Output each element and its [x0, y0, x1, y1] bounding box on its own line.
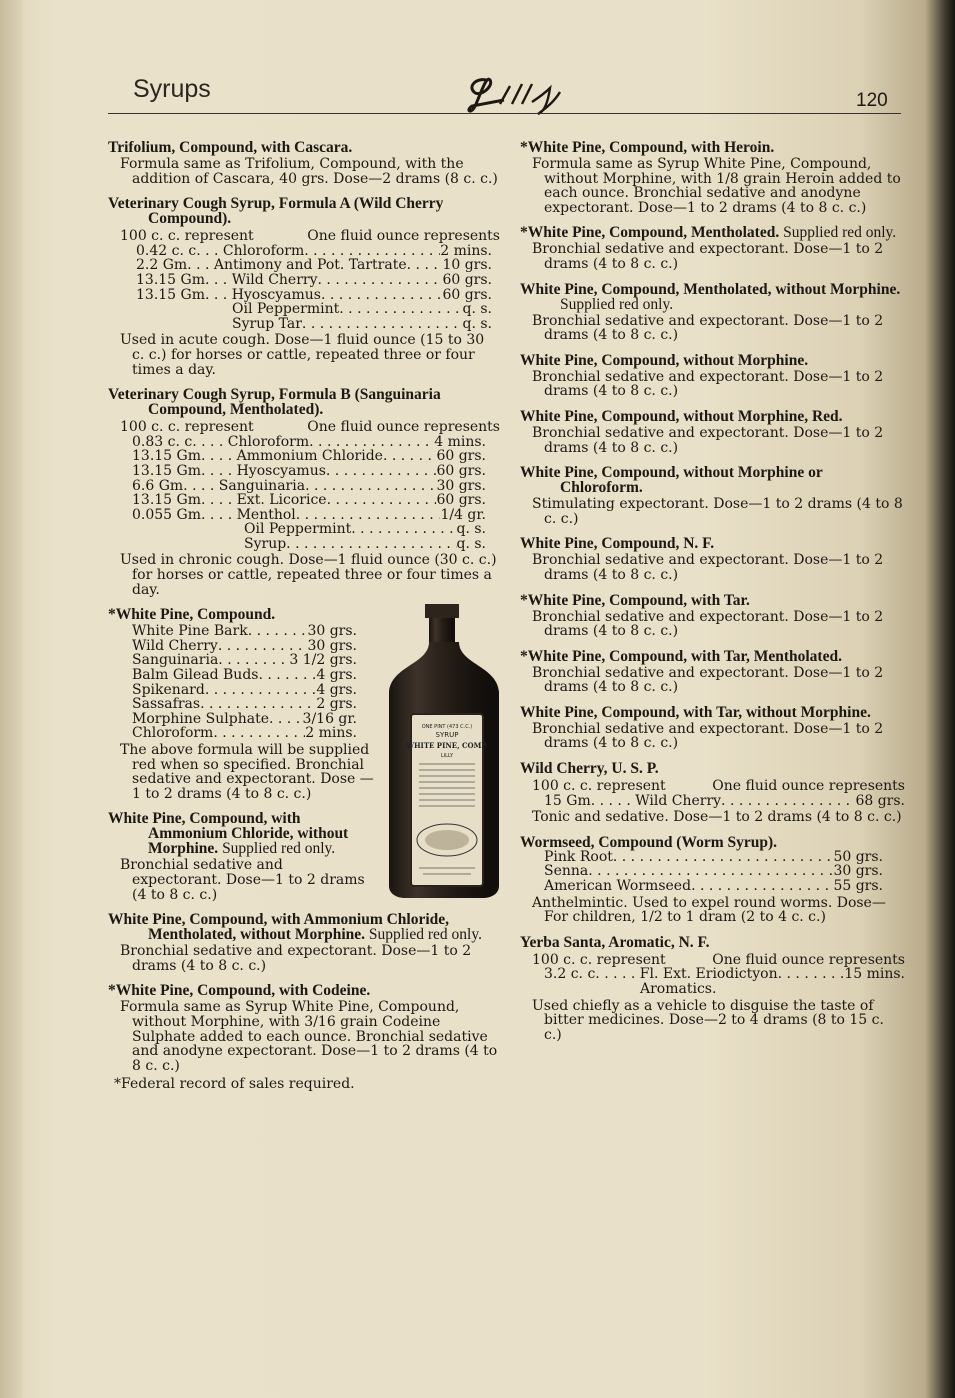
entry-yerba-santa	[520, 935, 905, 1043]
entry-text: Stimulating expectorant. Dose—1 to 2 drams (4 to 8 c. c.)	[532, 496, 903, 527]
entry-text: Used in chronic cough. Dose—1 fluid ounce (30 c. c.) for horses or cattle, repeated three or four times a day.	[120, 552, 497, 598]
entry-title: *White Pine, Compound, Mentholated. Supplied red only.	[520, 224, 897, 242]
formula-row: Wild Cherry . . . 30 grs.	[132, 639, 357, 654]
formula-row: 13.15 Gm. . . Wild Cherry . . . 60 grs.	[136, 273, 492, 288]
formula-row: 2.2 Gm. . . Antimony and Pot. Tartrate . . . 10 grs.	[136, 258, 492, 273]
entry-white-pine-tar-no-morphine	[520, 705, 905, 751]
formula-row: Oil Peppermint . . . q. s.	[136, 302, 492, 317]
entry-title: *White Pine, Compound, with Heroin.	[520, 139, 775, 156]
rep-right: One fluid ounce represents	[712, 951, 905, 968]
entry-text: Bronchial sedative and expectorant. Dose—1 to 2 drams (4 to 8 c. c.)	[120, 943, 472, 974]
entry-text: The above formula will be supplied red when so specified. Bronchial sedative and expectorant. Dose —1 to 2 drams (4 to 8 c. c.)	[120, 742, 374, 802]
entry-vet-a	[108, 196, 500, 377]
represent-line	[532, 779, 905, 794]
entry-white-pine-mentholated-no-morphine	[520, 282, 905, 343]
represent-line	[532, 953, 905, 968]
entry-text: Bronchial sedative and expectorant. Dose—1 to 2 drams (4 to 8 c. c.)	[532, 424, 884, 456]
entry-title: *White Pine, Compound.	[108, 606, 276, 624]
entry-text: Tonic and sedative. Dose—1 to 2 drams (4 to 8 c. c.)	[532, 809, 902, 826]
formula-row: Balm Gilead Buds . . . 4 grs.	[132, 668, 357, 683]
formula-row: 15 Gm. . . . . Wild Cherry . . . 68 grs.	[544, 794, 905, 809]
entry-title: Yerba Santa, Aromatic, N. F.	[520, 933, 710, 951]
entry-white-pine-compound	[108, 607, 378, 801]
entry-title: *White Pine, Compound, with Tar, Mentholated.	[520, 647, 842, 665]
header-rule	[108, 113, 901, 114]
entry-vet-b	[108, 387, 500, 597]
formula-row: 0.42 c. c. . . Chloroform . . . 2 mins.	[136, 244, 492, 259]
entry-text: Bronchial sedative and expectorant. Dose—1 to 2 drams (4 to 8 c. c.)	[532, 312, 884, 344]
entry-note: Supplied red only.	[783, 224, 897, 242]
entry-text: Formula same as Trifolium, Compound, with the addition of Cascara, 40 grs. Dose—2 drams (8 c. c.)	[120, 156, 498, 187]
bottle-label-maker: LILLY	[440, 753, 454, 759]
section-title: Syrups	[133, 75, 211, 103]
entry-white-pine-codeine	[108, 983, 500, 1073]
formula-row: 13.15 Gm. . . . Hyoscyamus . . . 60 grs.	[132, 464, 486, 479]
entry-white-pine-heroin	[520, 140, 905, 215]
entry-title: White Pine, Compound, Mentholated, without Morphine. Supplied red only.	[520, 280, 901, 313]
formula-list	[132, 624, 357, 741]
formula-row: Sanguinaria . . . 3 1/2 grs.	[132, 653, 357, 668]
entry-white-pine-tar-mentholated	[520, 649, 905, 695]
formula-row: Morphine Sulphate . . . 3/16 gr.	[132, 712, 357, 727]
entry-wormseed	[520, 835, 905, 925]
entry-text: Formula same as Syrup White Pine, Compound, without Morphine, with 1/8 grain Heroin added to each ounce. Bronchial sedative and anodyne expectorant. Dose—1 to 2 drams (4 to 8 c. c.)	[532, 156, 901, 216]
entry-white-pine-mentholated	[520, 225, 905, 271]
footnote: *Federal record of sales required.	[114, 1076, 355, 1093]
entry-white-pine-ammonium-mentholated	[108, 912, 500, 973]
page-number: 120	[856, 90, 888, 111]
formula-row: Syrup Tar . . . q. s.	[136, 317, 492, 332]
formula-row: Senna . . . 30 grs.	[544, 864, 883, 879]
formula-row: White Pine Bark . . . 30 grs.	[132, 624, 357, 639]
entry-note: Supplied red only.	[222, 840, 336, 858]
entry-white-pine-no-morphine-chloroform	[520, 465, 905, 526]
entry-title: Veterinary Cough Syrup, Formula B (Sanguinaria Compound, Mentholated).	[108, 386, 441, 419]
formula-row: 13.15 Gm. . . . Ammonium Chloride . . . 60 grs.	[132, 449, 486, 464]
formula-row: 13.15 Gm. . . . Ext. Licorice . . . 60 grs.	[132, 493, 486, 508]
represent-line	[120, 420, 500, 435]
entry-text: Bronchial sedative and expectorant. Dose—1 to 2 drams (4 to 8 c. c.)	[532, 552, 884, 583]
entry-title: White Pine, Compound, with Ammonium Chloride, without Morphine. Supplied red only.	[108, 810, 349, 858]
page-gutter	[0, 0, 22, 1398]
entry-text: Used in acute cough. Dose—1 fluid ounce (15 to 30 c. c.) for horses or cattle, repeated three or four times a day.	[120, 332, 485, 378]
bottle-label-size: ONE PINT (473 C.C.)	[421, 724, 473, 730]
entry-note: Supplied red only.	[368, 926, 482, 944]
entry-text: Bronchial sedative and expectorant. Dose—1 to 2 drams (4 to 8 c. c.)	[532, 720, 884, 752]
formula-row: 13.15 Gm. . . Hyoscyamus . . . 60 grs.	[136, 288, 492, 303]
entry-white-pine-ammonium	[108, 811, 370, 902]
rep-right: One fluid ounce represents	[307, 419, 500, 436]
formula-row: Chloroform . . . 2 mins.	[132, 726, 357, 741]
entry-trifolium	[108, 140, 500, 186]
entry-title: White Pine, Compound, N. F.	[520, 535, 715, 553]
formula-row: Syrup . . . q. s.	[132, 537, 486, 552]
formula-row: Pink Root . . . 50 grs.	[544, 850, 883, 865]
bottle-label-name: WHITE PINE, COMP.	[406, 741, 488, 750]
entry-title: White Pine, Compound, with Ammonium Chloride, Mentholated, without Morphine. Supplied red only.	[108, 911, 482, 944]
entry-text: Formula same as Syrup White Pine, Compound, without Morphine, with 3/16 grain Codeine Sulphate added to each ounce. Bronchial sedative and anodyne expectorant. Dose—1 to 2 drams (4 to 8 c. c.)	[120, 999, 498, 1074]
rep-left: 100 c. c. represent	[120, 419, 254, 436]
entry-text: Bronchial sedative and expectorant. Dose—1 to 2 drams (4 to 8 c. c.)	[120, 857, 365, 903]
entry-title: Veterinary Cough Syrup, Formula A (Wild Cherry Compound).	[108, 195, 444, 228]
entry-white-pine-no-morphine-red	[520, 409, 905, 455]
bottle-label-syrup: SYRUP	[435, 731, 459, 739]
formula-row: American Wormseed . . . 55 grs.	[544, 879, 883, 894]
entry-title: White Pine, Compound, without Morphine, Red.	[520, 407, 843, 425]
formula-row: Spikenard . . . 4 grs.	[132, 683, 357, 698]
rep-right: One fluid ounce represents	[307, 228, 500, 245]
syrup-bottle-illustration	[383, 604, 505, 900]
formula-row: 3.2 c. c. . . . . Fl. Ext. Eriodictyon . . . 15 mins.	[544, 967, 905, 982]
rep-right: One fluid ounce represents	[712, 778, 905, 795]
entry-text: Bronchial sedative and expectorant. Dose—1 to 2 drams (4 to 8 c. c.)	[532, 368, 884, 400]
entry-text: Bronchial sedative and expectorant. Dose—1 to 2 drams (4 to 8 c. c.)	[532, 664, 884, 696]
entry-text: Bronchial sedative and expectorant. Dose—1 to 2 drams (4 to 8 c. c.)	[532, 608, 884, 640]
formula-row: Oil Peppermint . . . q. s.	[132, 522, 486, 537]
entry-title: White Pine, Compound, with Tar, without Morphine.	[520, 703, 871, 721]
formula-row: Sassafras . . . 2 grs.	[132, 697, 357, 712]
entry-text: Anthelmintic. Used to expel round worms. Dose—For children, 1/2 to 1 dram (2 to 4 c. c.)	[532, 894, 886, 926]
entry-title: *White Pine, Compound, with Tar.	[520, 591, 750, 609]
entry-text: Bronchial sedative and expectorant. Dose—1 to 2 drams (4 to 8 c. c.)	[532, 241, 884, 272]
entry-text: Used chiefly as a vehicle to disguise the taste of bitter medicines. Dose—2 to 4 drams (8 to 15 c. c.)	[532, 997, 884, 1043]
entry-title: Wormseed, Compound (Worm Syrup).	[520, 833, 778, 851]
entry-title: *White Pine, Compound, with Codeine.	[108, 982, 371, 1000]
entry-title: White Pine, Compound, without Morphine or Chloroform.	[520, 464, 823, 497]
entry-title: Wild Cherry, U. S. P.	[520, 760, 659, 778]
rep-left: 100 c. c. represent	[532, 778, 666, 795]
formula-row: 0.83 c. c. . . . Chloroform . . . 4 mins.	[132, 435, 486, 450]
formula-row: Aromatics.	[640, 981, 717, 997]
formula-row: 6.6 Gm. . . . Sanguinaria . . . 30 grs.	[132, 479, 486, 494]
represent-line	[120, 229, 500, 244]
entry-white-pine-nf	[520, 536, 905, 582]
entry-note: Supplied red only.	[560, 295, 674, 313]
entry-wild-cherry	[520, 761, 905, 825]
formula-row: 0.055 Gm. . . . Menthol . . . 1/4 gr.	[132, 508, 486, 523]
entry-title: Trifolium, Compound, with Cascara.	[108, 139, 353, 156]
rep-left: 100 c. c. represent	[532, 951, 666, 968]
rep-left: 100 c. c. represent	[120, 228, 254, 245]
entry-title: White Pine, Compound, without Morphine.	[520, 351, 809, 369]
entry-white-pine-tar	[520, 593, 905, 639]
right-column	[520, 140, 905, 1052]
entry-white-pine-no-morphine	[520, 353, 905, 399]
